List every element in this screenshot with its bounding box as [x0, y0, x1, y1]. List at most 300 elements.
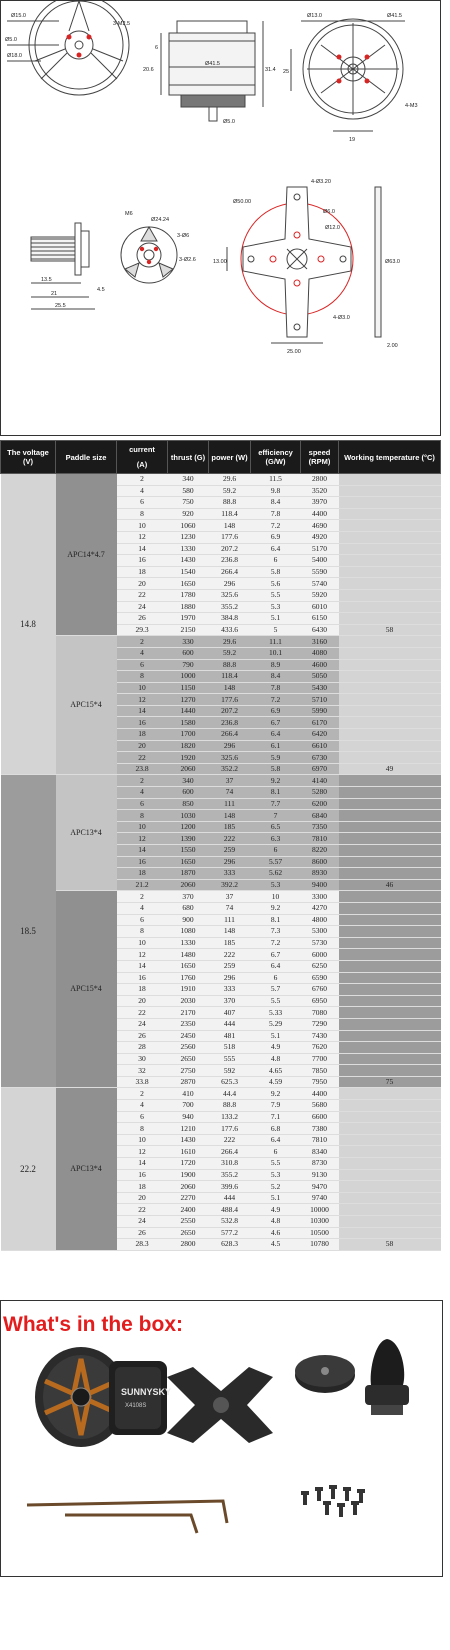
- dim-label: 13.5: [41, 277, 52, 283]
- temperature-cell: [339, 531, 441, 543]
- temperature-cell: [339, 1007, 441, 1019]
- temperature-cell: [339, 566, 441, 578]
- temperature-cell: [339, 589, 441, 601]
- current-cell: 24: [117, 601, 168, 613]
- speed-cell: 6610: [301, 740, 339, 752]
- thrust-cell: 1650: [168, 856, 209, 868]
- power-cell: 488.4: [209, 1204, 251, 1216]
- table-body: [1, 474, 441, 1251]
- speed-cell: 9470: [301, 1181, 339, 1193]
- table-row: [1, 775, 441, 787]
- thrust-cell: 600: [168, 647, 209, 659]
- power-cell: 37: [209, 891, 251, 903]
- back-view-drawing: [291, 19, 405, 131]
- thrust-cell: 2060: [168, 763, 209, 775]
- current-cell: 6: [117, 914, 168, 926]
- power-cell: 296: [209, 740, 251, 752]
- speed-cell: 4690: [301, 520, 339, 532]
- temperature-cell: [339, 647, 441, 659]
- efficiency-cell: 9.2: [251, 775, 301, 787]
- thrust-cell: 330: [168, 636, 209, 648]
- efficiency-cell: 7.2: [251, 937, 301, 949]
- motor-image: [35, 1347, 171, 1447]
- box-title: What's in the box:: [3, 1313, 183, 1336]
- current-cell: 33.8: [117, 1076, 168, 1088]
- power-cell: 88.8: [209, 497, 251, 509]
- speed-cell: 5680: [301, 1100, 339, 1112]
- temperature-cell: [339, 752, 441, 764]
- current-cell: 14: [117, 845, 168, 857]
- x-mount-plate-image: [167, 1367, 273, 1443]
- efficiency-cell: 9.2: [251, 902, 301, 914]
- current-cell: 26: [117, 1030, 168, 1042]
- thrust-cell: 2060: [168, 1181, 209, 1193]
- thrust-cell: 680: [168, 902, 209, 914]
- efficiency-cell: 6.9: [251, 705, 301, 717]
- efficiency-cell: 6: [251, 972, 301, 984]
- temperature-cell: [339, 729, 441, 741]
- power-cell: 177.6: [209, 1123, 251, 1135]
- power-cell: 88.8: [209, 1100, 251, 1112]
- power-cell: 333: [209, 868, 251, 880]
- speed-cell: 6170: [301, 717, 339, 729]
- temperature-cell: [339, 705, 441, 717]
- efficiency-cell: 5.6: [251, 578, 301, 590]
- efficiency-cell: 7: [251, 810, 301, 822]
- temperature-cell: [339, 1100, 441, 1112]
- temperature-cell: [339, 1204, 441, 1216]
- technical-drawings: [1, 1, 441, 437]
- efficiency-cell: 6: [251, 1146, 301, 1158]
- power-cell: 207.2: [209, 705, 251, 717]
- thrust-cell: 1060: [168, 520, 209, 532]
- temperature-cell: 75: [339, 1076, 441, 1088]
- speed-cell: 2800: [301, 474, 339, 486]
- thrust-cell: 1900: [168, 1169, 209, 1181]
- thrust-cell: 900: [168, 914, 209, 926]
- temperature-cell: [339, 775, 441, 787]
- temperature-cell: [339, 1030, 441, 1042]
- efficiency-cell: 5.1: [251, 1030, 301, 1042]
- dim-label: 25.00: [287, 349, 301, 355]
- efficiency-cell: 5.3: [251, 1169, 301, 1181]
- header-thrust: thrust (G): [168, 441, 209, 474]
- efficiency-cell: 8.4: [251, 671, 301, 683]
- power-cell: 133.2: [209, 1111, 251, 1123]
- power-cell: 259: [209, 845, 251, 857]
- speed-cell: 9740: [301, 1192, 339, 1204]
- dim-label: Ø5.0: [223, 119, 235, 125]
- current-cell: 30: [117, 1053, 168, 1065]
- thrust-cell: 2870: [168, 1076, 209, 1088]
- thrust-cell: 1880: [168, 601, 209, 613]
- thrust-cell: 2030: [168, 995, 209, 1007]
- current-cell: 8: [117, 1123, 168, 1135]
- speed-cell: 6950: [301, 995, 339, 1007]
- motor-brand-label: SUNNYSKY: [121, 1387, 172, 1397]
- efficiency-cell: 6.4: [251, 960, 301, 972]
- current-cell: 28.3: [117, 1239, 168, 1251]
- performance-table: [0, 440, 441, 1251]
- speed-cell: 3160: [301, 636, 339, 648]
- efficiency-cell: 5.5: [251, 589, 301, 601]
- temperature-cell: [339, 787, 441, 799]
- speed-cell: 6430: [301, 624, 339, 636]
- current-cell: 2: [117, 775, 168, 787]
- speed-cell: 5590: [301, 566, 339, 578]
- temperature-cell: [339, 1123, 441, 1135]
- power-cell: 222: [209, 949, 251, 961]
- efficiency-cell: 6: [251, 555, 301, 567]
- temperature-cell: [339, 949, 441, 961]
- dim-label: 25: [283, 69, 290, 75]
- thrust-cell: 1210: [168, 1123, 209, 1135]
- current-cell: 16: [117, 972, 168, 984]
- speed-cell: 9400: [301, 879, 339, 891]
- shaft-view-drawing: [31, 223, 95, 309]
- temperature-cell: [339, 1158, 441, 1170]
- power-cell: 222: [209, 833, 251, 845]
- speed-cell: 8600: [301, 856, 339, 868]
- speed-cell: 7950: [301, 1076, 339, 1088]
- current-cell: 8: [117, 671, 168, 683]
- efficiency-cell: 6.3: [251, 833, 301, 845]
- current-cell: 6: [117, 1111, 168, 1123]
- efficiency-cell: 7.8: [251, 682, 301, 694]
- efficiency-cell: 6.4: [251, 729, 301, 741]
- current-cell: 10: [117, 937, 168, 949]
- efficiency-cell: 7.2: [251, 694, 301, 706]
- paddle-size-cell: APC14*4.7: [56, 474, 117, 636]
- prop-adapter-image: [365, 1339, 409, 1415]
- thrust-cell: 1230: [168, 531, 209, 543]
- efficiency-cell: 4.65: [251, 1065, 301, 1077]
- current-cell: 18: [117, 566, 168, 578]
- efficiency-cell: 5.57: [251, 856, 301, 868]
- speed-cell: 9130: [301, 1169, 339, 1181]
- efficiency-cell: 11.5: [251, 474, 301, 486]
- power-cell: 355.2: [209, 1169, 251, 1181]
- current-cell: 4: [117, 485, 168, 497]
- speed-cell: 10300: [301, 1216, 339, 1228]
- power-cell: 266.4: [209, 1146, 251, 1158]
- temperature-cell: [339, 810, 441, 822]
- speed-cell: 4140: [301, 775, 339, 787]
- speed-cell: 3970: [301, 497, 339, 509]
- temperature-cell: [339, 1181, 441, 1193]
- thrust-cell: 2060: [168, 879, 209, 891]
- power-cell: 392.2: [209, 879, 251, 891]
- dim-label: Ø15.0: [11, 13, 26, 19]
- current-cell: 10: [117, 520, 168, 532]
- current-cell: 32: [117, 1065, 168, 1077]
- efficiency-cell: 4.5: [251, 1239, 301, 1251]
- efficiency-cell: 7.2: [251, 520, 301, 532]
- efficiency-cell: 9.8: [251, 485, 301, 497]
- thrust-cell: 1430: [168, 1134, 209, 1146]
- speed-cell: 7350: [301, 821, 339, 833]
- speed-cell: 8730: [301, 1158, 339, 1170]
- temperature-cell: [339, 1053, 441, 1065]
- current-cell: 8: [117, 508, 168, 520]
- thrust-cell: 410: [168, 1088, 209, 1100]
- header-working-temperature: Working temperature (°C): [339, 441, 441, 474]
- side-view-drawing: [161, 21, 263, 121]
- current-cell: 28: [117, 1042, 168, 1054]
- screws-image: [301, 1485, 365, 1517]
- current-cell: 22: [117, 1007, 168, 1019]
- temperature-cell: [339, 682, 441, 694]
- power-cell: 148: [209, 682, 251, 694]
- voltage-cell: 22.2: [1, 1088, 56, 1250]
- power-cell: 370: [209, 995, 251, 1007]
- efficiency-cell: 6.1: [251, 740, 301, 752]
- speed-cell: 5430: [301, 682, 339, 694]
- power-cell: 310.8: [209, 1158, 251, 1170]
- current-cell: 14: [117, 960, 168, 972]
- thrust-cell: 1610: [168, 1146, 209, 1158]
- power-cell: 266.4: [209, 729, 251, 741]
- current-cell: 29.3: [117, 624, 168, 636]
- power-cell: 74: [209, 902, 251, 914]
- current-cell: 22: [117, 589, 168, 601]
- efficiency-cell: 8.1: [251, 787, 301, 799]
- efficiency-cell: 5.7: [251, 984, 301, 996]
- temperature-cell: [339, 1169, 441, 1181]
- efficiency-cell: 7.9: [251, 1100, 301, 1112]
- thrust-cell: 2350: [168, 1018, 209, 1030]
- speed-cell: 6840: [301, 810, 339, 822]
- thrust-cell: 1480: [168, 949, 209, 961]
- current-cell: 20: [117, 995, 168, 1007]
- current-cell: 6: [117, 659, 168, 671]
- thrust-cell: 1440: [168, 705, 209, 717]
- efficiency-cell: 7.8: [251, 508, 301, 520]
- whats-in-the-box-panel: [0, 1300, 443, 1577]
- speed-cell: 5300: [301, 926, 339, 938]
- efficiency-cell: 9.2: [251, 1088, 301, 1100]
- thrust-cell: 920: [168, 508, 209, 520]
- temperature-cell: [339, 891, 441, 903]
- current-cell: 24: [117, 1216, 168, 1228]
- speed-cell: 7850: [301, 1065, 339, 1077]
- power-cell: 177.6: [209, 694, 251, 706]
- temperature-cell: 49: [339, 763, 441, 775]
- efficiency-cell: 5.29: [251, 1018, 301, 1030]
- dim-label: Ø13.0: [307, 13, 322, 19]
- current-cell: 2: [117, 474, 168, 486]
- speed-cell: 5170: [301, 543, 339, 555]
- speed-cell: 5990: [301, 705, 339, 717]
- current-cell: 21.2: [117, 879, 168, 891]
- thrust-cell: 340: [168, 474, 209, 486]
- thrust-cell: 1200: [168, 821, 209, 833]
- table-row: [1, 1088, 441, 1100]
- dim-label: 4-Ø3.20: [311, 179, 331, 185]
- temperature-cell: [339, 1134, 441, 1146]
- thrust-cell: 2750: [168, 1065, 209, 1077]
- power-cell: 148: [209, 810, 251, 822]
- temperature-cell: [339, 1111, 441, 1123]
- efficiency-cell: 5.62: [251, 868, 301, 880]
- temperature-cell: [339, 659, 441, 671]
- temperature-cell: [339, 520, 441, 532]
- thrust-cell: 1780: [168, 589, 209, 601]
- temperature-cell: 46: [339, 879, 441, 891]
- thrust-cell: 790: [168, 659, 209, 671]
- current-cell: 23.8: [117, 763, 168, 775]
- current-cell: 6: [117, 798, 168, 810]
- temperature-cell: [339, 995, 441, 1007]
- speed-cell: 5710: [301, 694, 339, 706]
- temperature-cell: [339, 497, 441, 509]
- temperature-cell: [339, 960, 441, 972]
- thrust-cell: 1550: [168, 845, 209, 857]
- power-cell: 399.6: [209, 1181, 251, 1193]
- temperature-cell: [339, 508, 441, 520]
- temperature-cell: [339, 671, 441, 683]
- speed-cell: 6250: [301, 960, 339, 972]
- voltage-cell: 18.5: [1, 775, 56, 1088]
- efficiency-cell: 4.9: [251, 1042, 301, 1054]
- paddle-size-cell: APC13*4: [56, 775, 117, 891]
- thrust-cell: 340: [168, 775, 209, 787]
- current-cell: 4: [117, 902, 168, 914]
- dim-label: Ø41.5: [387, 13, 402, 19]
- efficiency-cell: 8.1: [251, 914, 301, 926]
- temperature-cell: [339, 485, 441, 497]
- temperature-cell: [339, 1065, 441, 1077]
- temperature-cell: [339, 1146, 441, 1158]
- power-cell: 222: [209, 1134, 251, 1146]
- efficiency-cell: 4.6: [251, 1227, 301, 1239]
- temperature-cell: [339, 636, 441, 648]
- dim-label: Ø12.0: [325, 225, 340, 231]
- paddle-size-cell: APC13*4: [56, 1088, 117, 1250]
- speed-cell: 7080: [301, 1007, 339, 1019]
- speed-cell: 6010: [301, 601, 339, 613]
- power-cell: 59.2: [209, 485, 251, 497]
- efficiency-cell: 5.5: [251, 1158, 301, 1170]
- speed-cell: 4400: [301, 1088, 339, 1100]
- efficiency-cell: 6.7: [251, 949, 301, 961]
- power-cell: 118.4: [209, 671, 251, 683]
- voltage-cell: 14.8: [1, 474, 56, 775]
- header-paddle-size: Paddle size: [56, 441, 117, 474]
- header-power: power (W): [209, 441, 251, 474]
- speed-cell: 3520: [301, 485, 339, 497]
- power-cell: 625.3: [209, 1076, 251, 1088]
- x-mount-drawing: [227, 187, 381, 343]
- speed-cell: 5730: [301, 937, 339, 949]
- power-cell: 148: [209, 926, 251, 938]
- dim-label: Ø5.0: [5, 37, 17, 43]
- current-cell: 8: [117, 810, 168, 822]
- efficiency-cell: 5.8: [251, 763, 301, 775]
- dim-label: 25.5: [55, 303, 66, 309]
- speed-cell: 4400: [301, 508, 339, 520]
- current-cell: 22: [117, 752, 168, 764]
- current-cell: 18: [117, 868, 168, 880]
- speed-cell: 4800: [301, 914, 339, 926]
- efficiency-cell: 4.8: [251, 1216, 301, 1228]
- efficiency-cell: 5.3: [251, 601, 301, 613]
- thrust-cell: 1700: [168, 729, 209, 741]
- efficiency-cell: 5: [251, 624, 301, 636]
- speed-cell: 5400: [301, 555, 339, 567]
- dim-label: M6: [125, 211, 133, 217]
- current-cell: 14: [117, 1158, 168, 1170]
- current-cell: 10: [117, 1134, 168, 1146]
- speed-cell: 3300: [301, 891, 339, 903]
- efficiency-cell: 8.9: [251, 659, 301, 671]
- dim-label: 3-M2.5: [113, 21, 131, 27]
- speed-cell: 4270: [301, 902, 339, 914]
- speed-cell: 10500: [301, 1227, 339, 1239]
- prop-adapter-drawing: [121, 227, 177, 283]
- efficiency-cell: 6.4: [251, 1134, 301, 1146]
- efficiency-cell: 5.1: [251, 1192, 301, 1204]
- current-cell: 2: [117, 636, 168, 648]
- speed-cell: 6590: [301, 972, 339, 984]
- temperature-cell: [339, 474, 441, 486]
- current-cell: 18: [117, 729, 168, 741]
- thrust-cell: 2450: [168, 1030, 209, 1042]
- thrust-cell: 370: [168, 891, 209, 903]
- speed-cell: 8930: [301, 868, 339, 880]
- thrust-cell: 940: [168, 1111, 209, 1123]
- dim-label: 31.4: [265, 67, 276, 73]
- temperature-cell: [339, 821, 441, 833]
- power-cell: 407: [209, 1007, 251, 1019]
- temperature-cell: [339, 902, 441, 914]
- current-cell: 16: [117, 856, 168, 868]
- power-cell: 296: [209, 578, 251, 590]
- dim-label: 3-Ø2.6: [179, 257, 196, 263]
- thrust-cell: 2150: [168, 624, 209, 636]
- temperature-cell: [339, 845, 441, 857]
- current-cell: 8: [117, 926, 168, 938]
- dim-label: Ø6.0: [323, 209, 335, 215]
- efficiency-cell: 5.2: [251, 1181, 301, 1193]
- hex-wrench-icon: [27, 1501, 227, 1533]
- paddle-size-cell: APC15*4: [56, 636, 117, 775]
- speed-cell: 7810: [301, 833, 339, 845]
- current-cell: 20: [117, 578, 168, 590]
- current-cell: 18: [117, 1181, 168, 1193]
- temperature-cell: [339, 984, 441, 996]
- speed-cell: 6200: [301, 798, 339, 810]
- thrust-cell: 1650: [168, 960, 209, 972]
- efficiency-cell: 7.3: [251, 926, 301, 938]
- dim-label: Ø63.0: [385, 259, 400, 265]
- thrust-cell: 2800: [168, 1239, 209, 1251]
- efficiency-cell: 5.1: [251, 613, 301, 625]
- temperature-cell: [339, 798, 441, 810]
- dim-label: 21: [51, 291, 58, 297]
- temperature-cell: [339, 555, 441, 567]
- thrust-cell: 2650: [168, 1053, 209, 1065]
- header-efficiency: efficiency (G/W): [251, 441, 301, 474]
- power-cell: 118.4: [209, 508, 251, 520]
- efficiency-cell: 10: [251, 891, 301, 903]
- power-cell: 433.6: [209, 624, 251, 636]
- dim-label: Ø50.00: [233, 199, 252, 205]
- power-cell: 259: [209, 960, 251, 972]
- speed-cell: 6420: [301, 729, 339, 741]
- thrust-cell: 1580: [168, 717, 209, 729]
- temperature-cell: 58: [339, 624, 441, 636]
